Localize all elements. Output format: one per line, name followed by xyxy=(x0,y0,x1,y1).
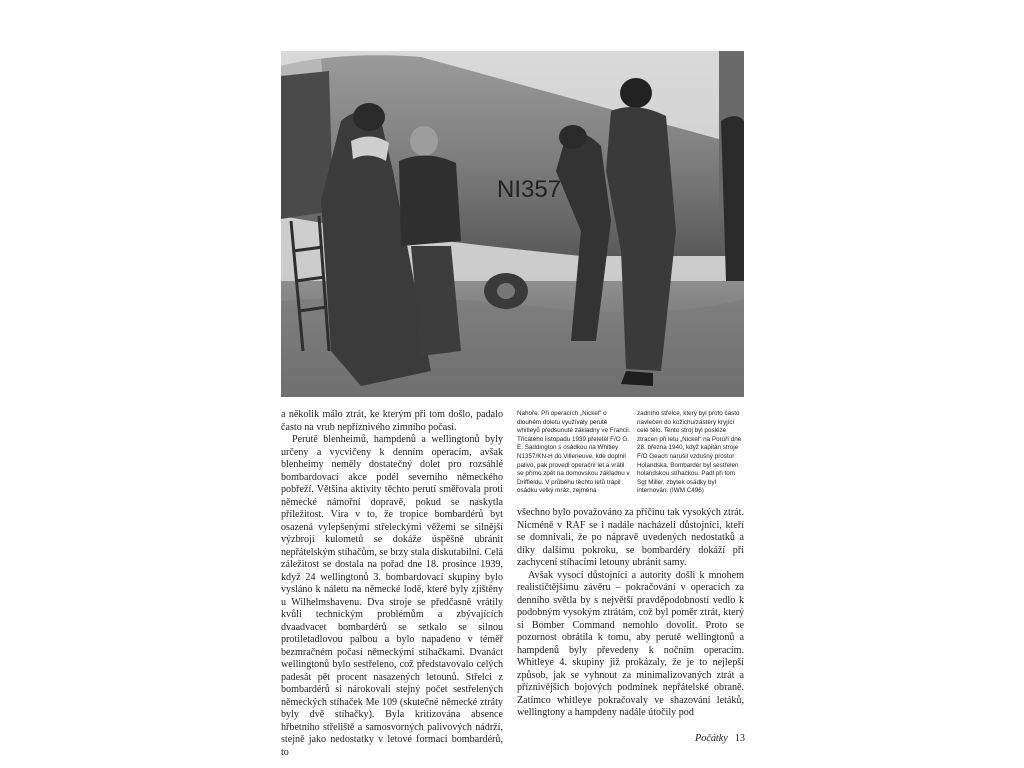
body-text-left-column xyxy=(281,409,503,759)
body-text-right-column xyxy=(517,507,744,720)
page-footer xyxy=(695,733,745,744)
body-paragraph: Perutě blenheimů, hampdenů a wellingtonů byly určeny a vycvičeny k denním operacím, avšak blenheimy neměly dostatečný dolet pro rozsáhlé bombardovací akce podél severního německého pobřeží. Většina aktivity těchto perutí směřovala proti německé námořní dopravě, pokud se naskytla příležitost. Víra v to, že tropice bombardérů byt osazená vylepšenými střeleckými věžemi se silnější výzbrojí kulometů se dokáže úspěšně ubránit nepřátelským stíhačům, se brzy stala diskutabilní. Celá záležitost se dostala na pořad dne 18. prosince 1939, když 24 wellingtonů 3. bombardovací skupiny bylo vysláno k náletu na německé lodě, které byly zjištěny u Wilhelmshavenu. Dva stroje se předčasně vrátily kvůli technickým problémům a zbývajících dvaadvacet bombardérů se setkalo se silnou protiletadlovou palbou a bylo napadeno v téměř bezmračném počasí německými stíhačkami. Dvanáct wellingtonů bylo sestřeleno, což představovalo celých padesát pět procent nasazených letounů. Střelci z bombardérů si nárokovali stejný počet sestřelených německých stíhaček Me 109 (skutečné německé ztráty byly dvě stíhačky). Byla kritizována absence hřbetního střeliště a samosvorných palivových nádrží, stejně jako nedostatky v letové formaci bombardérů, to xyxy=(281,434,504,758)
photo-image xyxy=(281,51,744,397)
photo-aircrew-whitley xyxy=(281,51,744,397)
running-section-title: Počátky xyxy=(695,733,728,744)
photo-caption-part-2: zadního střelce, který byl proto často navlečen do kožichu/zástěry kryjící celé tělo. Tento stroj byl posléze ztracen při letu „Nickel“ na Porúří dne 28. března 1940, když kapitán stroje F/O Geach narušil vzdušný prostor Holandska. Bombardér byl sestřelen holandskou stíhačkou. Padl při tom Sgt Miller, zbytek osádky byl internován. (IWM C496) xyxy=(637,410,742,495)
page-number: 13 xyxy=(734,733,745,744)
body-paragraph: všechno bylo považováno za příčinu tak vysokých ztrát. Nicméně v RAF se i nadále nacházeli důstojníci, kteří se domnívali, že po nápravě uvedených nedostatků a díky dalšímu pokroku, se bombardéry dokáží při zachycení stíhacími letouny ubránit samy. xyxy=(517,507,744,568)
body-paragraph: Avšak vysocí důstojníci a autority došli k mnohem realističtějšímu závěru – pokračování v operacích za denního světla by s největší pravděpodobností vedlo k podobným vysokým ztrátám, což byl poměr ztrát, který si Bomber Command nemohlo dovolit. Proto se pozornost obrátila k tomu, aby perutě wellingtonů a hampdenů byly převedeny k nočním operacím. Whitleye 4. skupiny již prokázaly, že je to nejlepší způsob, jak se vyhnout za minimalizovaných ztrát a příznivějších bojových podmínek nepřátelské obraně. Zatímco whitleye pokračovaly ve shazování letáků, wellingtony a hampdeny nadále útočily pod xyxy=(517,569,744,718)
body-paragraph: a několik málo ztrát, ke kterým při tom došlo, padalo často na vrub nepříznivého zimního počasí. xyxy=(281,409,503,433)
aircraft-code: NI357 xyxy=(497,176,562,203)
photo-caption-part-1: Nahoře. Při operacích „Nickel“ o dlouhém doletu využívaly perutě whitleyů předsunuté základny ve Francii. Třicátého listopadu 1939 přeletěl F/O G. E. Saddington s osádkou na Whitley N1357/KN-H do Villeneuve, kde doplnil palivo, pak provedl operační let a vrátil se přímo zpět na domovskou základnu v Driffieldu. V průběhu těchto letů trápil osádku velký mráz, zejména xyxy=(517,410,631,495)
